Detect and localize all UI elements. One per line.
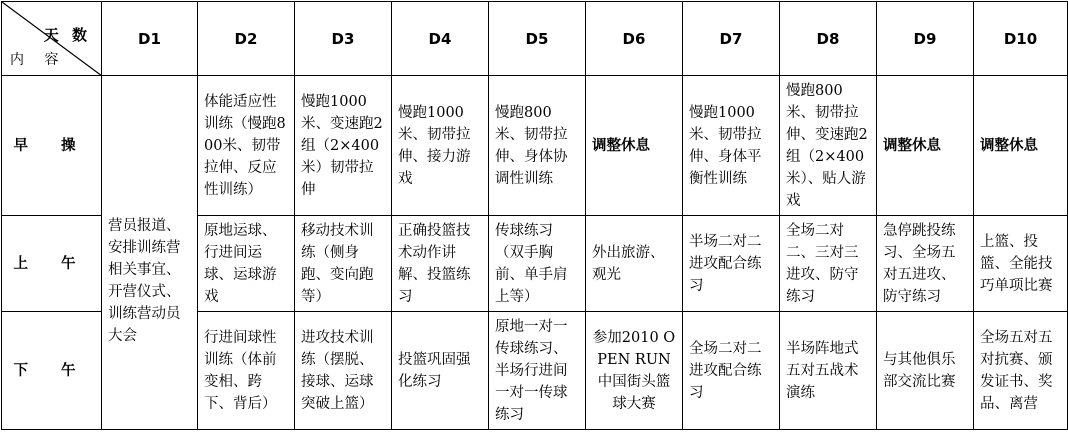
corner-header-cell — [2, 2, 102, 76]
cell-forenoon-d7: 半场二对二进攻配合练习 — [683, 216, 780, 312]
cell-afternoon-d4: 投篮巩固强化练习 — [392, 312, 489, 430]
row-label-afternoon: 下 午 — [2, 312, 102, 430]
day-header-d3: D3 — [295, 2, 392, 76]
day-header-d9: D9 — [877, 2, 974, 76]
day-header-d2: D2 — [198, 2, 295, 76]
cell-forenoon-d9: 急停跳投练习、全场五对五进攻、防守练习 — [877, 216, 974, 312]
corner-days-label: 天 数 — [43, 26, 91, 44]
day-header-d10: D10 — [974, 2, 1068, 76]
day-header-d8: D8 — [780, 2, 877, 76]
table-row-morning-exercise — [2, 76, 1068, 216]
cell-forenoon-d8: 全场二对二、三对三进攻、防守练习 — [780, 216, 877, 312]
cell-morning-d7: 慢跑1000米、韧带拉伸、身体平衡性训练 — [683, 76, 780, 216]
cell-forenoon-d3: 移动技术训练（侧身跑、变向跑等） — [295, 216, 392, 312]
row-label-forenoon: 上 午 — [2, 216, 102, 312]
header-row — [2, 2, 1068, 76]
cell-forenoon-d5: 传球练习（双手胸前、单手肩上等） — [489, 216, 586, 312]
cell-afternoon-d2: 行进间球性训练（体前变相、跨下、背后） — [198, 312, 295, 430]
cell-afternoon-d6: 参加2010 OPEN RUN中国街头篮球大赛 — [586, 312, 683, 430]
cell-morning-d8: 慢跑800米、韧带拉伸、变速跑2组（2×400米）、贴人游戏 — [780, 76, 877, 216]
day-header-d5: D5 — [489, 2, 586, 76]
cell-forenoon-d2: 原地运球、行进间运球、运球游戏 — [198, 216, 295, 312]
cell-morning-d5: 慢跑800米、韧带拉伸、身体协调性训练 — [489, 76, 586, 216]
day-header-d7: D7 — [683, 2, 780, 76]
cell-morning-d9: 调整休息 — [877, 76, 974, 216]
cell-morning-d10: 调整休息 — [974, 76, 1068, 216]
day-header-d6: D6 — [586, 2, 683, 76]
cell-morning-d4: 慢跑1000米、韧带拉伸、接力游戏 — [392, 76, 489, 216]
cell-afternoon-d10: 全场五对五对抗赛、颁发证书、奖品、离营 — [974, 312, 1068, 430]
row-label-morning-exercise: 早 操 — [2, 76, 102, 216]
cell-morning-d3: 慢跑1000米、变速跑2组（2×400米）韧带拉伸 — [295, 76, 392, 216]
cell-afternoon-d7: 全场二对二进攻配合练习 — [683, 312, 780, 430]
cell-forenoon-d4: 正确投篮技术动作讲解、投篮练习 — [392, 216, 489, 312]
cell-afternoon-d9: 与其他俱乐部交流比赛 — [877, 312, 974, 430]
cell-forenoon-d10: 上篮、投篮、全能技巧单项比赛 — [974, 216, 1068, 312]
cell-forenoon-d6: 外出旅游、观光 — [586, 216, 683, 312]
cell-d1-merged: 营员报道、安排训练营相关事宜、开营仪式、训练营动员大会 — [102, 76, 198, 430]
cell-afternoon-d5: 原地一对一传球练习、半场行进间一对一传球练习 — [489, 312, 586, 430]
cell-afternoon-d8: 半场阵地式五对五战术演练 — [780, 312, 877, 430]
cell-afternoon-d3: 进攻技术训练（摆脱、接球、运球突破上篮） — [295, 312, 392, 430]
training-schedule-table — [1, 1, 1068, 430]
corner-content-label: 内 容 — [10, 52, 67, 68]
day-header-d4: D4 — [392, 2, 489, 76]
day-header-d1: D1 — [102, 2, 198, 76]
cell-morning-d6: 调整休息 — [586, 76, 683, 216]
cell-morning-d2: 体能适应性训练（慢跑800米、韧带拉伸、反应性训练） — [198, 76, 295, 216]
